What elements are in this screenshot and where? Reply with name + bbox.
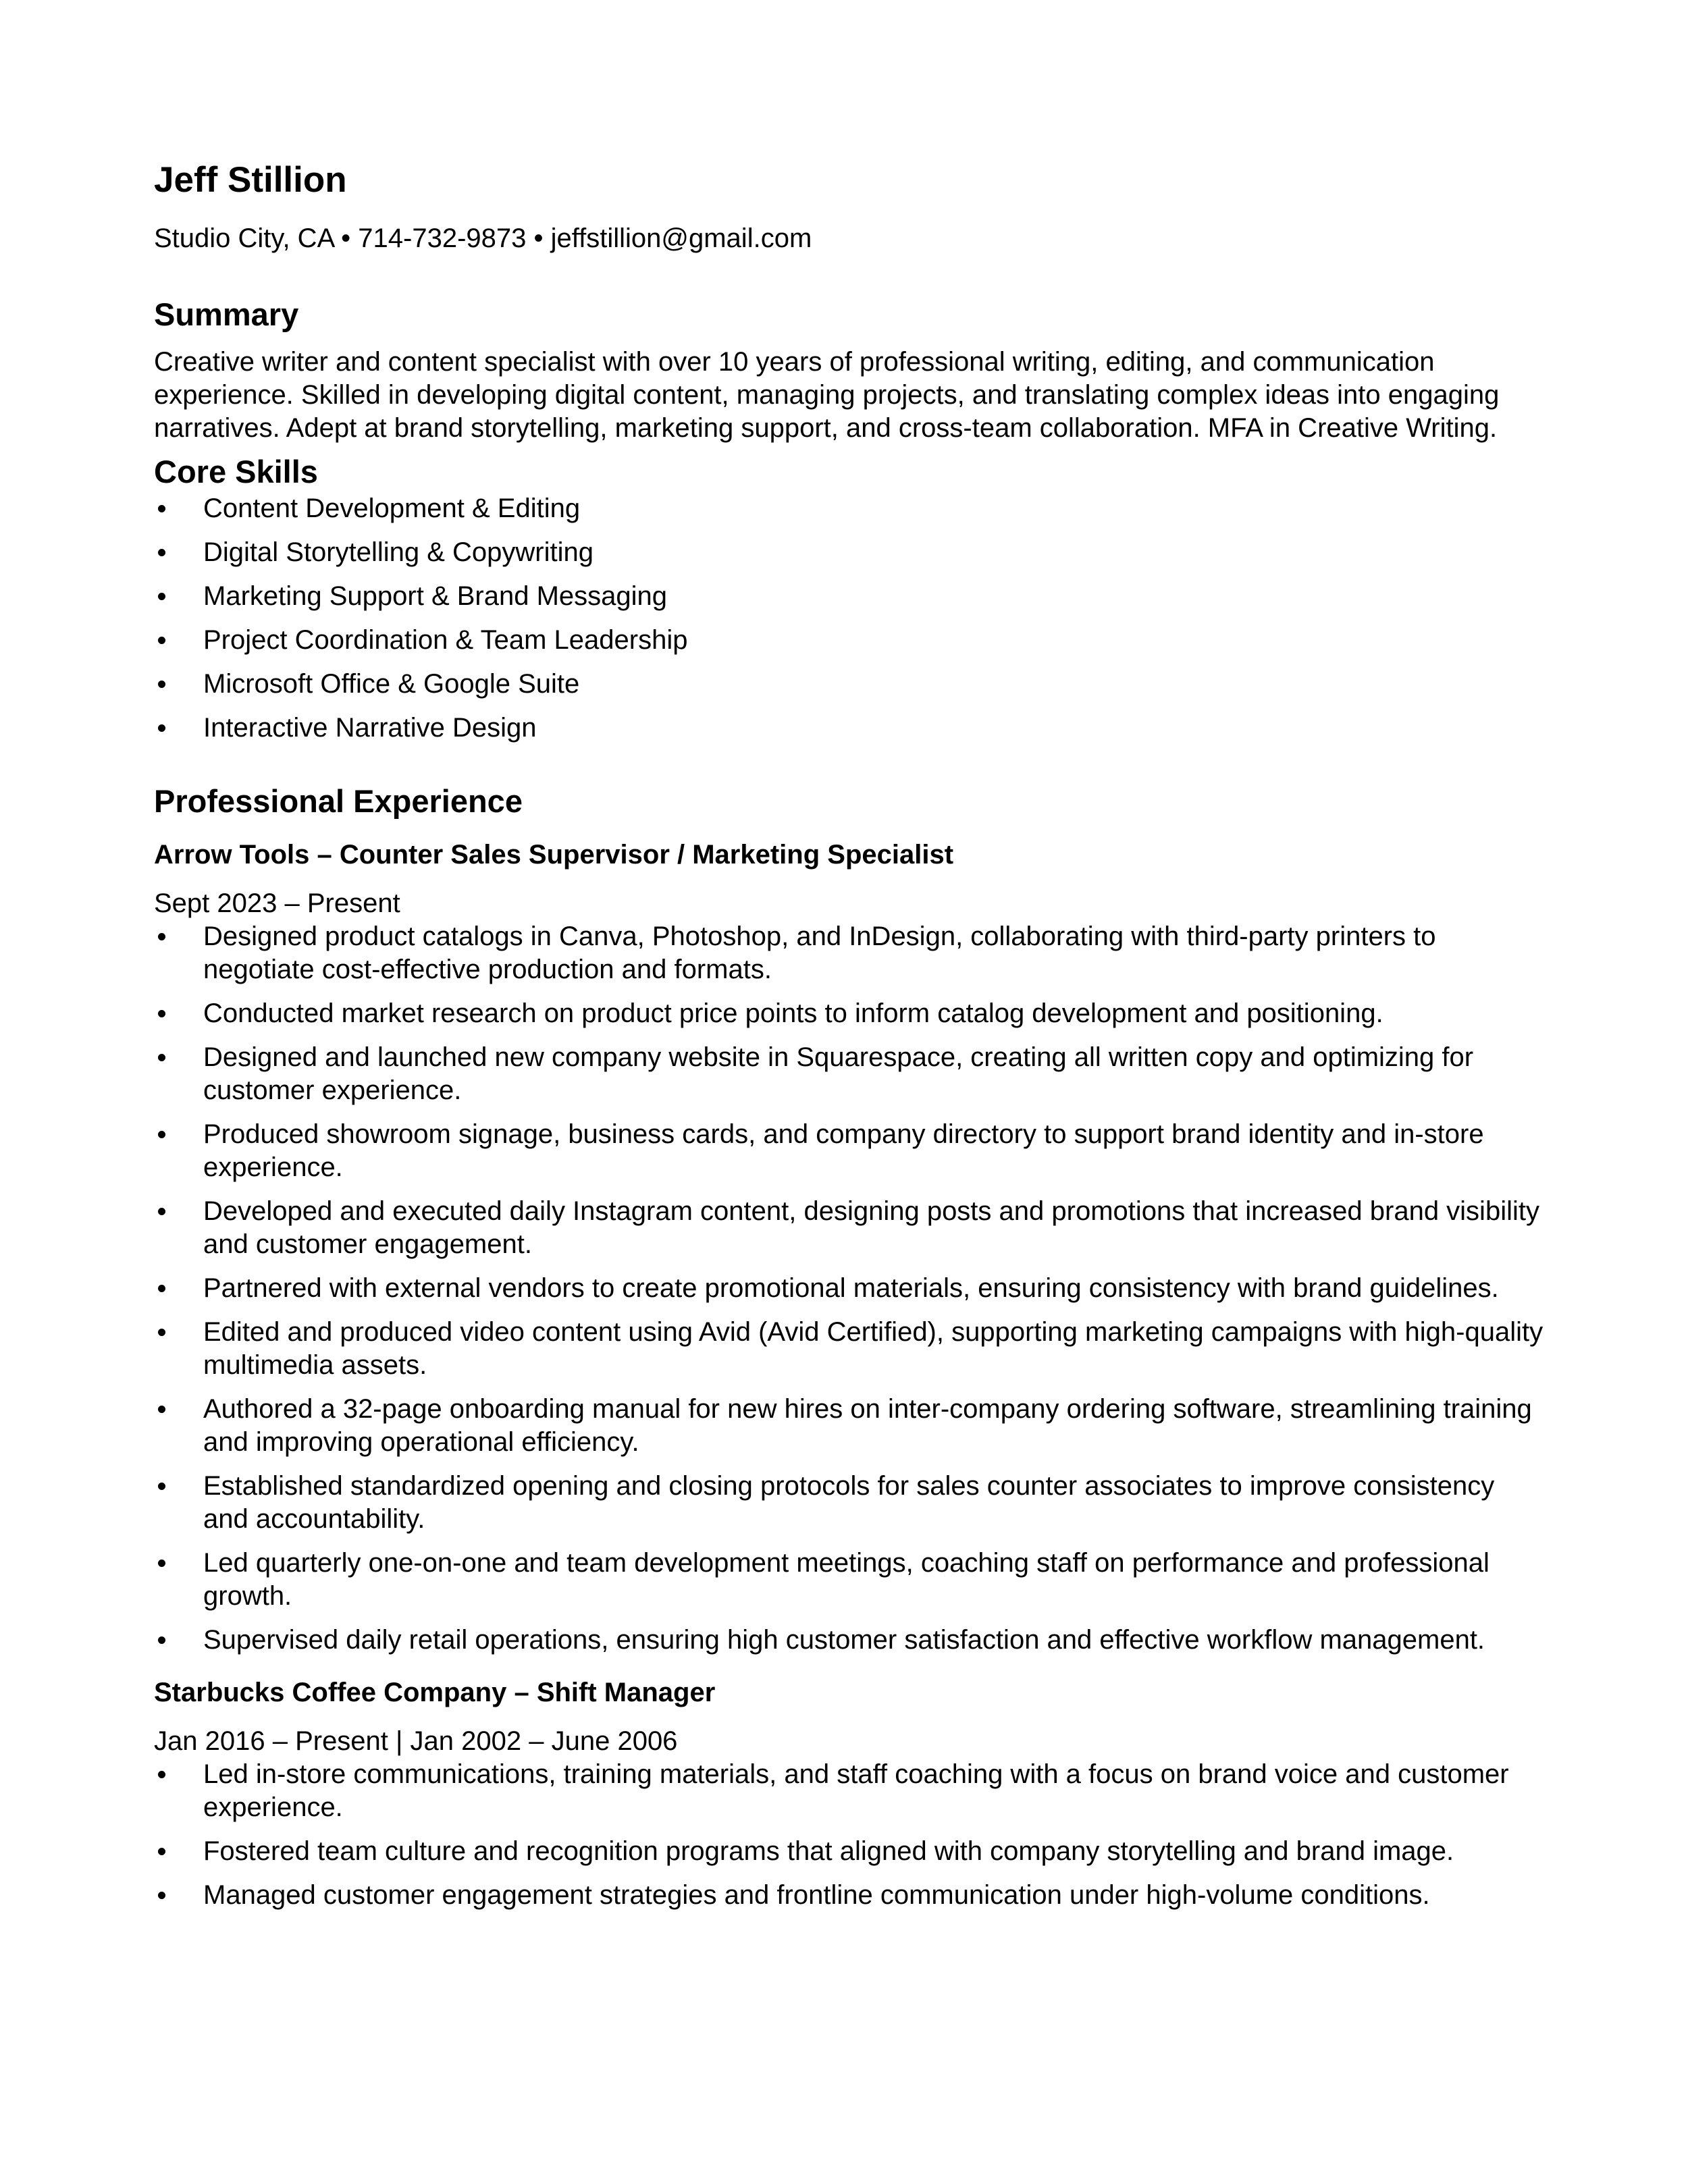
job-bullet: Managed customer engagement strategies and frontline communication under high-volume conditions. xyxy=(154,1879,1545,1912)
job-bullet: Conducted market research on product price points to inform catalog development and positioning. xyxy=(154,997,1545,1030)
bullet-icon xyxy=(158,933,165,940)
bullet-icon xyxy=(158,1406,165,1413)
job-bullet: Produced showroom signage, business cards, and company directory to support brand identity and in-store experience. xyxy=(154,1118,1545,1184)
skill-item: Interactive Narrative Design xyxy=(154,712,1545,745)
core-skills-list xyxy=(154,492,1545,745)
job-title: Arrow Tools – Counter Sales Supervisor / Marketing Specialist xyxy=(154,840,954,870)
skill-item: Microsoft Office & Google Suite xyxy=(154,668,1545,701)
contact-info: Studio City, CA • 714-732-9873 • jeffstillion@gmail.com xyxy=(154,223,812,253)
job-bullet: Fostered team culture and recognition programs that aligned with company storytelling and brand image. xyxy=(154,1835,1545,1868)
bullet-icon xyxy=(158,1131,165,1138)
summary-heading: Summary xyxy=(154,296,299,332)
job-entry-arrow-tools xyxy=(154,838,1545,1657)
bullet-icon xyxy=(158,593,165,600)
job-bullet: Designed product catalogs in Canva, Photoshop, and InDesign, collaborating with third-party printers to negotiate cost-effective production and formats. xyxy=(154,920,1545,986)
bullet-icon xyxy=(158,1054,165,1061)
bullet-icon xyxy=(158,1892,165,1899)
bullet-icon xyxy=(158,724,165,732)
bullet-icon xyxy=(158,637,165,644)
skill-item: Project Coordination & Team Leadership xyxy=(154,624,1545,657)
job-bullet: Developed and executed daily Instagram content, designing posts and promotions that increased brand visibility and customer engagement. xyxy=(154,1195,1545,1261)
summary-text: Creative writer and content specialist with over 10 years of professional writing, editing, and communication experience. Skilled in developing digital content, managing projects, and translating complex ideas into engaging narratives. Adept at brand storytelling, marketing support, and cross-team collaboration. MFA in Creative Writing. xyxy=(154,347,1500,443)
bullet-icon xyxy=(158,1208,165,1215)
job-dates: Jan 2016 – Present | Jan 2002 – June 2006 xyxy=(154,1726,678,1756)
bullet-icon xyxy=(158,1560,165,1567)
job-bullet: Led quarterly one-on-one and team development meetings, coaching staff on performance and professional growth. xyxy=(154,1547,1545,1613)
skill-item: Content Development & Editing xyxy=(154,492,1545,525)
bullet-icon xyxy=(158,549,165,556)
candidate-name: Jeff Stillion xyxy=(154,160,347,200)
bullet-icon xyxy=(158,1329,165,1336)
job-bullet: Authored a 32-page onboarding manual for new hires on inter-company ordering software, streamlining training and improving operational efficiency. xyxy=(154,1393,1545,1459)
job-bullet: Established standardized opening and closing protocols for sales counter associates to improve consistency and accountability. xyxy=(154,1470,1545,1536)
job-dates: Sept 2023 – Present xyxy=(154,888,400,918)
bullet-icon xyxy=(158,1483,165,1490)
core-skills-heading: Core Skills xyxy=(154,454,318,489)
job-bullet: Designed and launched new company website in Squarespace, creating all written copy and optimizing for customer experience. xyxy=(154,1041,1545,1107)
bullet-icon xyxy=(158,1010,165,1017)
job-bullet-list xyxy=(154,920,1545,1657)
job-bullet: Supervised daily retail operations, ensuring high customer satisfaction and effective workflow management. xyxy=(154,1624,1545,1657)
bullet-icon xyxy=(158,1285,165,1292)
skill-item: Digital Storytelling & Copywriting xyxy=(154,536,1545,569)
job-bullet: Led in-store communications, training materials, and staff coaching with a focus on brand voice and customer experience. xyxy=(154,1758,1545,1824)
bullet-icon xyxy=(158,1848,165,1855)
job-bullet-list xyxy=(154,1758,1545,1912)
experience-heading: Professional Experience xyxy=(154,783,523,819)
job-bullet: Partnered with external vendors to create promotional materials, ensuring consistency with brand guidelines. xyxy=(154,1272,1545,1305)
job-bullet: Edited and produced video content using Avid (Avid Certified), supporting marketing campaigns with high-quality multimedia assets. xyxy=(154,1316,1545,1382)
skill-item: Marketing Support & Brand Messaging xyxy=(154,580,1545,613)
job-entry-starbucks xyxy=(154,1676,1545,1912)
bullet-icon xyxy=(158,1771,165,1778)
resume-page xyxy=(154,155,1545,1923)
bullet-icon xyxy=(158,681,165,688)
job-title: Starbucks Coffee Company – Shift Manager xyxy=(154,1678,716,1707)
bullet-icon xyxy=(158,1636,165,1644)
bullet-icon xyxy=(158,505,165,512)
